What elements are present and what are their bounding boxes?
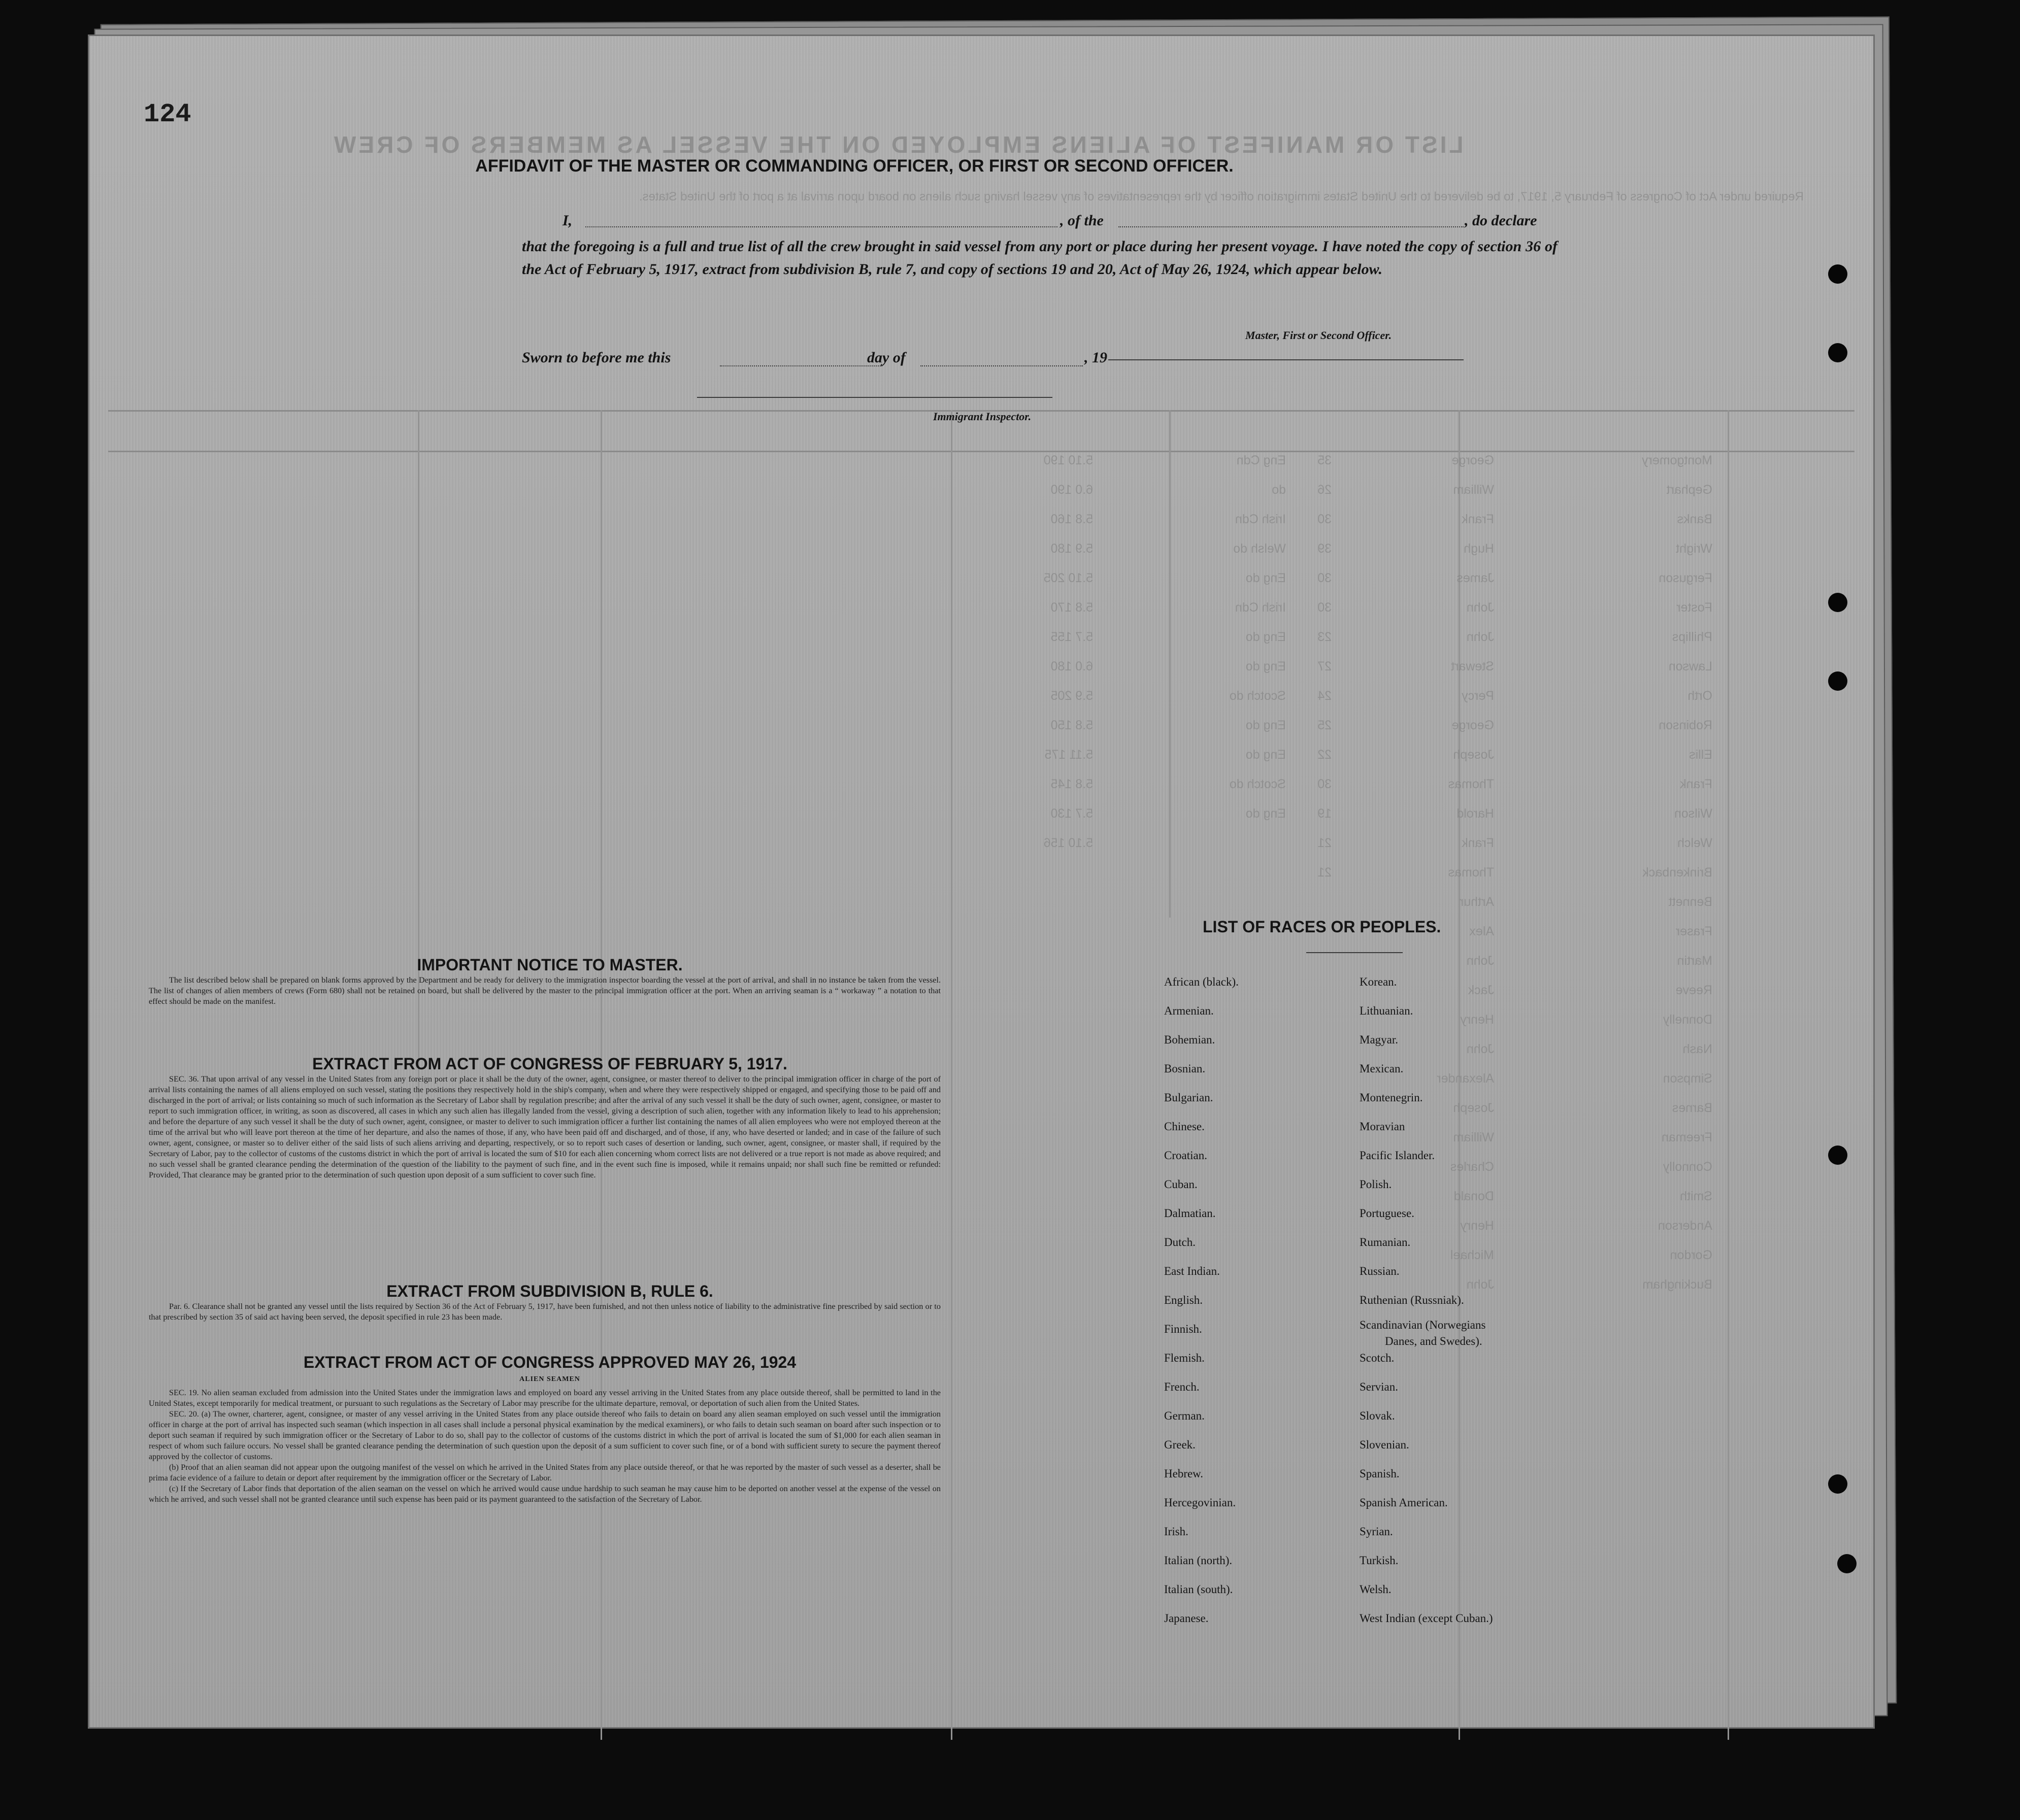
ghost-age: 24 [1317,689,1332,703]
ghost-origin: Welsh do [1233,542,1286,556]
ghost-given-name: Thomas [1448,865,1494,880]
ghost-given-name: William [1453,483,1494,497]
punch-hole [1828,264,1847,284]
ghost-given-name: Percy [1462,689,1494,703]
ghost-height-weight: 5.10 156 [1043,836,1093,850]
race-right-item: Welsh. [1360,1583,1392,1596]
ghost-given-name-column [1352,446,1494,1299]
ghost-col-line [1728,410,1729,1740]
ghost-surname: Ellis [1689,748,1712,762]
master-signature-line [1108,359,1464,360]
ghost-age: 21 [1317,836,1332,850]
ghost-age: 22 [1317,748,1332,762]
notice-paragraph: The list described below shall be prepared on blank forms approved by the Department and be ready for delivery to the immigration inspector boarding the vessel at the port of arrival, and shall in no instance be taken from the vessel. The list of changes of alien members of crews (Form 680) shall not be retained on board, but shall be delivered by the master to the principal immigration officer at the port. When an arriving seaman is a “ workaway ” a notation to that effect should be made on the manifest. [149,975,941,1006]
ghost-given-name: Arthur [1459,895,1494,909]
ghost-height-weight: 6.0 180 [1050,659,1093,673]
ghost-surname: Banks [1677,512,1712,526]
ghost-height-weight: 5.7 130 [1050,806,1093,821]
ghost-surname: Anderson [1658,1219,1712,1233]
ghost-origin: Eng Cdn [1236,453,1286,467]
ghost-surname-column [1530,446,1712,1299]
ghost-title: LIST OR MANIFEST OF ALIENS EMPLOYED ON THE VESSEL AS MEMBERS OF CREW [332,131,1464,158]
punch-hole [1828,343,1847,362]
ghost-surname: Wright [1676,542,1712,556]
ghost-height-weight: 5.7 155 [1050,630,1093,644]
ghost-age: 35 [1317,453,1332,467]
race-left-item: Dutch. [1164,1236,1196,1249]
extract-1924-text [149,1388,941,1505]
ghost-height-weight: 5.8 150 [1050,718,1093,732]
race-left-item: Bosnian. [1164,1062,1206,1075]
race-left-item: Flemish. [1164,1352,1205,1364]
master-name-blank [585,226,1057,227]
race-right-item: Ruthenian (Russniak). [1360,1294,1464,1306]
ghost-given-name: John [1466,1277,1494,1292]
ghost-given-name: Jack [1468,983,1494,997]
ghost-origin: Eng do [1245,748,1286,762]
sworn-day-blank [720,365,882,366]
ghost-height-weight: 6.0 190 [1050,483,1093,497]
ghost-given-name: James [1456,571,1494,585]
race-left-item: Hercegovinian. [1164,1496,1236,1509]
affidavit-line-i: I, [562,212,573,229]
ghost-given-name: George [1451,453,1494,467]
ghost-surname: Bennett [1668,895,1712,909]
ghost-surname: Foster [1676,600,1712,615]
race-right-item: Moravian [1360,1120,1405,1133]
ghost-given-name: Frank [1462,512,1494,526]
race-left-item: Irish. [1164,1525,1188,1538]
ghost-surname: Martin [1677,954,1712,968]
ghost-height-weight: 5.10 190 [1043,453,1093,467]
extract-rule6-title: EXTRACT FROM SUBDIVISION B, RULE 6. [386,1282,713,1300]
ghost-age: 23 [1317,630,1332,644]
race-left-item: English. [1164,1294,1203,1306]
race-right-item: Mexican. [1360,1062,1404,1075]
punch-hole [1828,671,1847,691]
notice-text [149,975,941,1007]
ghost-height-weight: 5.8 145 [1050,777,1093,791]
ghost-given-name: John [1466,1042,1494,1056]
extract-1924-sec20c: (c) If the Secretary of Labor finds that deportation of the alien seaman on the vessel on which he arrived would cause undue hardship to such seaman he may cause him to be deported on another vessel at the expense of the vessel on which he arrived, and such vessel shall not be granted clearance until such expense has been paid or its payment guaranteed to the satisfaction of the Secretary of Labor. [149,1484,941,1504]
race-left-item: African (black). [1164,975,1239,988]
ghost-origin: Eng do [1245,630,1286,644]
ghost-col-line [1169,410,1171,918]
ghost-given-name: Henry [1460,1219,1494,1233]
ghost-surname: Montgomery [1642,453,1712,467]
race-right-item: Slovenian. [1360,1438,1409,1451]
race-left-item: French. [1164,1380,1200,1393]
ghost-height-weight: 5.9 180 [1050,542,1093,556]
ghost-surname: Freeman [1661,1130,1712,1144]
ghost-origin: do [1272,483,1286,497]
ghost-surname: Gordon [1670,1248,1712,1262]
affidavit-body: that the foregoing is a full and true list of all the crew brought in said vessel from any port or place during her present voyage. I have noted the copy of section 36 of the Act of February 5, 1917, extract from subdivision B, rule 7, and copy of sections 19 and 20, Act of May 26, 1924, which appear below. [522,238,1558,278]
inspector-caption: Immigrant Inspector. [933,410,1032,423]
ghost-surname: Barnes [1672,1101,1712,1115]
page-number: 124 [144,99,191,129]
vessel-name-blank [1118,226,1464,227]
master-signature-caption: Master, First or Second Officer. [1245,329,1392,342]
race-right-item: Scandinavian (Norwegians [1360,1319,1486,1331]
ghost-given-name: Hugh [1464,542,1494,556]
ghost-col-line [418,410,419,1151]
ghost-origin: Scotch do [1229,689,1286,703]
extract-1917-sec36: SEC. 36. That upon arrival of any vessel in the United States from any foreign port or place it shall be the duty of the owner, agent, consignee, or master thereof to deliver to the principal immigration officer in charge of the port of arrival lists containing the names of all aliens employed on such vessel, stating the positions they respectively hold in the ship's company, when and where they were respectively shipped or engaged, and specifying those to be paid off and discharged in the port of arrival; or lists containing so much of such information as the Secretary of Labor shall by regulation prescribe; and after the arrival of any such vessel it shall be the duty of such owner, agent, consignee, or master to report to such immigration officer, in writing, as soon as discovered, all cases in which any such alien has illegally landed from the vessel, giving a description of such alien, together with any information likely to lead to his apprehension; and before the departure of any such vessel it shall be the duty of such owner, agent, consignee, or master to deliver to such immigration officer a further list containing the names of all alien employees who were not employed thereon at the time of the arrival but who will leave port thereon at the time of her departure, and also the names of those, if any, who have been paid off and discharged, and of those, if any, who have deserted or landed; and in case of the failure of such owner, agent, consignee, or master so to deliver either of the said lists of such aliens arriving and departing, respectively, or so to report such cases of desertion or landing, such owner, agent, consignee, or master shall, if required by the Secretary of Labor, pay to the collector of customs of the customs district in which the port of arrival is located the sum of $10 for each alien concerning whom correct lists are not delivered or a true report is not made as above required; and no such vessel shall be granted clearance pending the determination of the question of the liability to the payment of such fine, and in the event such fine is imposed, while it remains unpaid; nor shall such fine be remitted or refunded: Provided, That clearance may be granted prior to the determination of such question upon deposit of a sum sufficient to cover such fine. [149,1074,941,1179]
ghost-age: 30 [1317,600,1332,615]
punch-hole [1837,1554,1857,1573]
ghost-origin: Eng do [1245,571,1286,585]
race-left-item: Italian (south). [1164,1583,1233,1596]
race-right-item: Pacific Islander. [1360,1149,1435,1162]
ghost-given-name: Joseph [1453,748,1494,762]
ghost-surname: Frank [1680,777,1712,791]
ghost-origin: Eng do [1245,806,1286,821]
race-left-item: Croatian. [1164,1149,1207,1162]
race-right-continuation: Danes, and Swedes). [1385,1335,1482,1347]
ghost-given-name: Alexander [1437,1071,1494,1086]
affidavit-line-declare: , do declare [1465,212,1537,229]
sworn-text: Sworn to before me this [522,349,671,366]
extract-1924-sec19: SEC. 19. No alien seaman excluded from admission into the United States under the immigration laws and employed on board any vessel arriving in the United States from any place outside thereof, shall be permitted to land in the United States, except temporarily for medical treatment, or pursuant to such regulations as the Secretary of Labor may prescribe for the ultimate departure, removal, or deportation of such alien from the United States. [149,1388,941,1408]
ghost-age: 39 [1317,542,1332,556]
race-left-item: Japanese. [1164,1612,1209,1625]
race-left-item: German. [1164,1409,1205,1422]
ghost-height-weight: 5.8 170 [1050,600,1093,615]
ghost-given-name: Donald [1453,1189,1494,1203]
ghost-age: 30 [1317,777,1332,791]
ghost-surname: Simpson [1663,1071,1712,1086]
ghost-given-name: Michael [1450,1248,1494,1262]
punch-hole [1828,1145,1847,1165]
race-right-item: Rumanian. [1360,1236,1411,1249]
extract-rule6-paragraph: Par. 6. Clearance shall not be granted any vessel until the lists required by Section 36 of the Act of February 5, 1917, have been furnished, and not then unless notice of liability to the administrative fine prescribed by said section or to that prescribed by section 35 of said act having been served, the deposit specified in rule 23 has been made. [149,1302,941,1322]
ghost-given-name: Harold [1456,806,1494,821]
extract-1924-subtitle: ALIEN SEAMEN [519,1375,580,1383]
race-right-item: Syrian. [1360,1525,1393,1538]
ghost-height-weight: 5.9 205 [1050,689,1093,703]
ghost-surname: Phillips [1672,630,1712,644]
ghost-given-name: Charles [1450,1160,1494,1174]
day-of-text: day of [867,349,906,366]
race-left-item: Cuban. [1164,1178,1198,1191]
ghost-surname: Gephart [1666,483,1712,497]
ghost-height-weight: 5.11 175 [1044,748,1093,762]
race-left-item: Chinese. [1164,1120,1205,1133]
races-title: LIST OF RACES OR PEOPLES. [1203,918,1441,936]
ghost-surname: Buckingham [1642,1277,1712,1292]
race-right-item: Portuguese. [1360,1207,1414,1220]
extract-1917-title: EXTRACT FROM ACT OF CONGRESS OF FEBRUARY 5, 1917. [312,1055,787,1073]
sworn-year: , 19 [1084,349,1107,366]
race-right-item: Russian. [1360,1265,1400,1277]
ghost-surname: Ferguson [1659,571,1712,585]
ghost-given-name: John [1466,600,1494,615]
ghost-surname: Wilson [1674,806,1712,821]
ghost-surname: Lawson [1668,659,1712,673]
ghost-age: 30 [1317,571,1332,585]
ghost-surname: Orth [1687,689,1712,703]
ghost-age-column [1291,446,1332,887]
ghost-height-weight-column [981,446,1093,858]
race-right-item: Turkish. [1360,1554,1399,1567]
punch-hole [1828,593,1847,612]
ghost-given-name: Frank [1462,836,1494,850]
ghost-given-name: John [1466,630,1494,644]
race-left-item: Finnish. [1164,1323,1202,1335]
race-right-item: Servian. [1360,1380,1399,1393]
ghost-origin: Scotch do [1229,777,1286,791]
extract-1924-sec20b: (b) Proof that an alien seaman did not appear upon the outgoing manifest of the vessel on which he arrived in the United States from any place outside thereof, or that he was reported by the master of such vessel as a deserter, shall be prima facie evidence of a failure to detain or deport after requirement by the immigration officer or the Secretary of Labor. [149,1463,941,1482]
ghost-given-name: William [1453,1130,1494,1144]
ghost-surname: Smith [1680,1189,1712,1203]
ghost-origin: Eng do [1245,659,1286,673]
ghost-origin: Irish Cdn [1235,600,1286,615]
ghost-subtitle: Required under Act of Congress of February 5, 1917, to be delivered to the United States immigration officer by the representatives of any vessel having such aliens on board upon arrival at a port of the United States. [639,190,1804,204]
ghost-given-name: John [1466,954,1494,968]
race-left-item: Greek. [1164,1438,1196,1451]
ghost-age: 30 [1317,512,1332,526]
race-right-item: Spanish. [1360,1467,1400,1480]
inspector-signature-line [697,397,1052,398]
ghost-surname: Robinson [1659,718,1712,732]
extract-1924-title: EXTRACT FROM ACT OF CONGRESS APPROVED MAY 26, 1924 [303,1353,797,1371]
ghost-given-name: George [1451,718,1494,732]
sworn-month-blank [920,365,1083,366]
ghost-surname: Nash [1682,1042,1712,1056]
race-left-item: Armenian. [1164,1004,1214,1017]
race-right-item: Magyar. [1360,1033,1399,1046]
ghost-col-line [951,410,952,1740]
extract-rule6-text [149,1301,941,1323]
ghost-age: 21 [1317,865,1332,880]
ghost-given-name: Joseph [1453,1101,1494,1115]
ghost-origin: Eng do [1245,718,1286,732]
race-left-item: Hebrew. [1164,1467,1204,1480]
race-right-item: Slovak. [1360,1409,1395,1422]
extract-1917-text [149,1074,941,1181]
races-title-underline [1306,952,1403,953]
race-right-item: West Indian (except Cuban.) [1360,1612,1493,1625]
ghost-surname: Donnelly [1663,1013,1712,1027]
race-left-item: East Indian. [1164,1265,1220,1277]
ghost-given-name: Thomas [1448,777,1494,791]
ghost-height-weight: 5.8 160 [1050,512,1093,526]
ghost-age: 25 [1317,718,1332,732]
affidavit-line-of: , of the [1060,212,1104,229]
race-right-item: Korean. [1360,975,1397,988]
ghost-given-name: Henry [1460,1013,1494,1027]
race-left-item: Bohemian. [1164,1033,1215,1046]
ghost-given-name: Alex [1469,924,1494,938]
ghost-surname: Welch [1677,836,1712,850]
ghost-given-name: Stewart [1451,659,1494,673]
ghost-origin-column [1195,446,1286,828]
race-right-item: Lithuanian. [1360,1004,1413,1017]
manifest-page [88,35,1875,1729]
ghost-height-weight: 5.10 205 [1043,571,1093,585]
punch-hole [1828,1474,1847,1494]
ghost-surname: Connolly [1663,1160,1712,1174]
notice-title: IMPORTANT NOTICE TO MASTER. [417,956,683,974]
race-right-item: Polish. [1360,1178,1392,1191]
ghost-surname: Brinkenback [1642,865,1712,880]
ghost-age: 27 [1317,659,1332,673]
race-right-item: Montenegrin. [1360,1091,1423,1104]
race-right-item: Spanish American. [1360,1496,1448,1509]
race-left-item: Dalmatian. [1164,1207,1216,1220]
race-left-item: Italian (north). [1164,1554,1233,1567]
ghost-surname: Reeve [1675,983,1712,997]
ghost-age: 26 [1317,483,1332,497]
ghost-surname: Fraser [1675,924,1712,938]
race-right-item: Scotch. [1360,1352,1395,1364]
race-left-item: Bulgarian. [1164,1091,1213,1104]
affidavit-title: AFFIDAVIT OF THE MASTER OR COMMANDING OFFICER, OR FIRST OR SECOND OFFICER. [475,156,1234,176]
ghost-age: 19 [1317,806,1332,821]
ghost-origin: Irish Cdn [1235,512,1286,526]
extract-1924-sec20a: SEC. 20. (a) The owner, charterer, agent, consignee, or master of any vessel arriving in the United States from any place outside thereof who fails to detain on board any alien seaman employed on such vessel until the immigration officer in charge at the port of arrival has inspected such seaman (which inspection in all cases shall include a personal physical examination by the medical examiners), or who fails to detain such seaman on board after such inspection or to deport such seaman if required by such immigration officer or the Secretary of Labor to do so, shall pay to the collector of customs of the customs district in which the port of arrival is located the sum of $1,000 for each alien seaman in respect of whom such failure occurs. No vessel shall be granted clearance pending the determination of such question upon the deposit of a sum sufficient to cover such fine, or of a bond with sufficient surety to secure the payment thereof approved by the collector of customs. [149,1409,941,1461]
